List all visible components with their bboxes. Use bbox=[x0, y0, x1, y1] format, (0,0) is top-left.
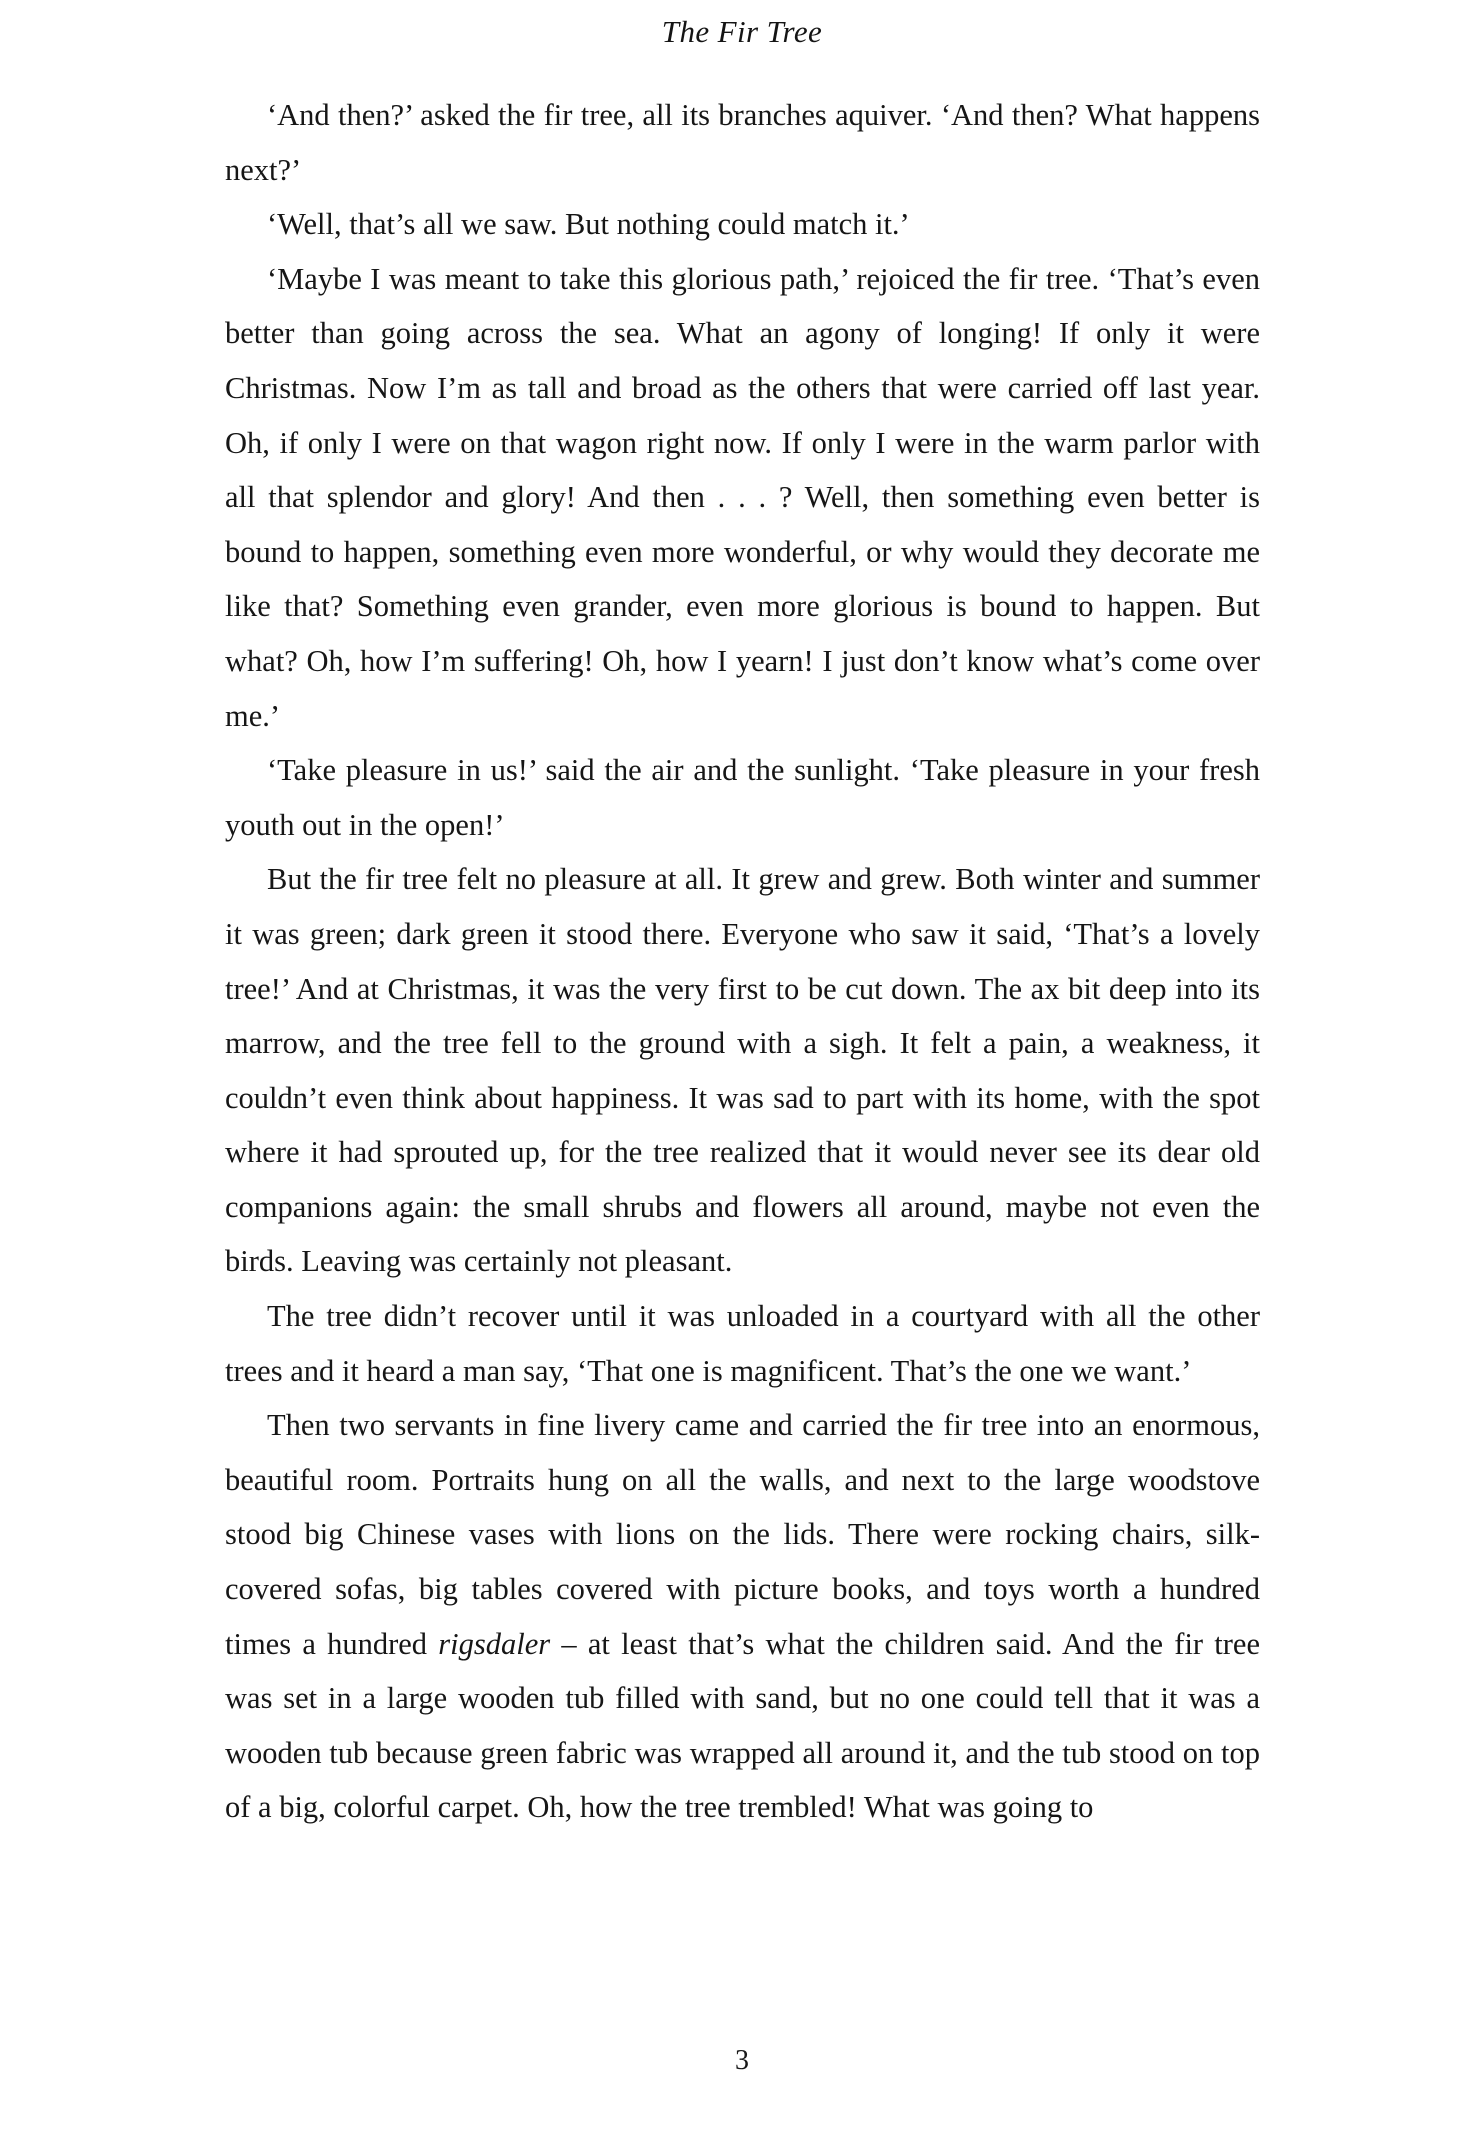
paragraph-3: ‘Maybe I was meant to take this glorious path,’ rejoiced the fir tree. ‘That’s even better than going across the sea. What an agony of longing! If only it were Christmas. Now I’m as tall and broad as the others that were carried off last year. Oh, if only I were on that wagon right now. If only I were in the warm parlor with all that splendor and glory! And then . . . ? Well, then something even better is bound to happen, something even more wonderful, or why would they decorate me like that? Something even grander, even more glorious is bound to happen. But what? Oh, how I’m suffering! Oh, how I yearn! I just don’t know what’s come over me.’ bbox=[225, 261, 1260, 733]
running-head: The Fir Tree bbox=[661, 14, 823, 49]
page-number: 3 bbox=[735, 2045, 749, 2076]
paragraph-7 bbox=[225, 1398, 1260, 1835]
paragraph-6: The tree didn’t recover until it was unloaded in a courtyard with all the other trees and it heard a man say, ‘That one is magnificent. That’s the one we want.’ bbox=[225, 1299, 1260, 1388]
paragraph-2: ‘Well, that’s all we saw. But nothing could match it.’ bbox=[267, 207, 910, 242]
paragraph-5: But the fir tree felt no pleasure at all. It grew and grew. Both winter and summer it was green; dark green it stood there. Everyone who saw it said, ‘That’s a lovely tree!’ And at Christmas, it was the very first to be cut down. The ax bit deep into its marrow, and the tree fell to the ground with a sigh. It felt a pain, a weakness, it couldn’t even think about happiness. It was sad to part with its home, with the spot where it had sprouted up, for the tree realized that it would never see its dear old companions again: the small shrubs and flowers all around, maybe not even the birds. Leaving was certainly not pleasant. bbox=[225, 862, 1260, 1279]
paragraph-7-part-2: – at least that’s what the children said. And the fir tree was set in a large wooden tub filled with sand, but no one could tell that it was a wooden tub because green fabric was wrapped all around it, and the tub stood on top of a big, colorful carpet. Oh, how the tree trembled! What was going to bbox=[225, 1626, 1261, 1825]
foreign-term-rigsdaler: rigsdaler bbox=[438, 1626, 551, 1661]
paragraph-7-part-1: Then two servants in fine livery came and carried the fir tree into an enormous, beautiful room. Portraits hung on all the walls, and next to the large woodstove stood big Chinese vases with lions on the lids. There were rocking chairs, silk-covered sofas, big tables covered with picture books, and toys worth a hundred times a hundred bbox=[225, 1408, 1260, 1661]
paragraph-4: ‘Take pleasure in us!’ said the air and the sunlight. ‘Take pleasure in your fresh youth out in the open!’ bbox=[225, 753, 1260, 842]
body-text-block bbox=[225, 88, 1260, 1835]
paragraph-1: ‘And then?’ asked the fir tree, all its branches aquiver. ‘And then? What happens next?’ bbox=[225, 98, 1260, 187]
